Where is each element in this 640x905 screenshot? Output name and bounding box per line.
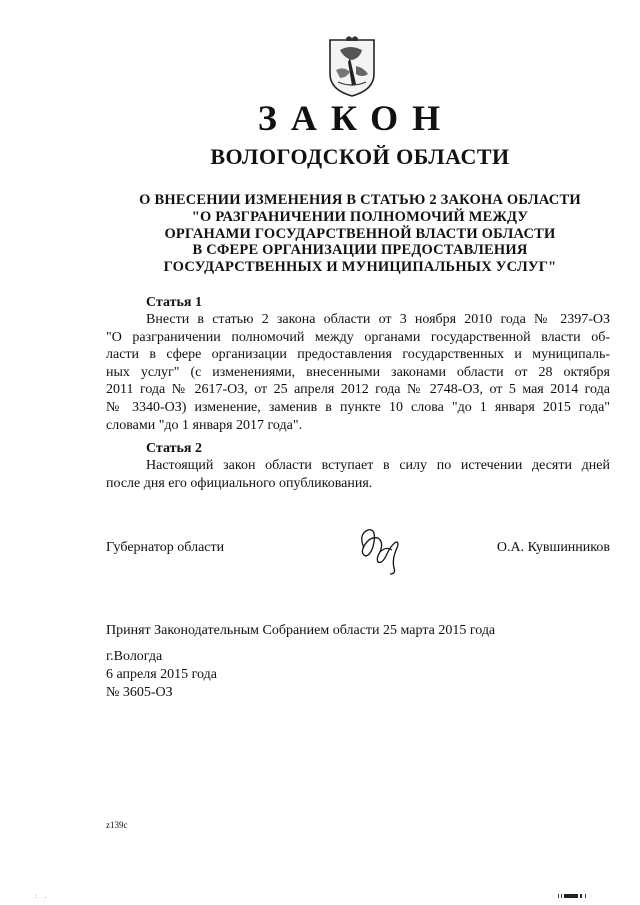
article-line: 2011 года № 2617-ОЗ, от 25 апреля 2012 года № 2748-ОЗ, от 5 мая 2014 года — [106, 382, 610, 398]
coat-of-arms-icon — [326, 36, 378, 98]
article-line: ласти в сфере организации предоставления государственных и муниципаль- — [106, 347, 610, 363]
subject-line: О ВНЕСЕНИИ ИЗМЕНЕНИЯ В СТАТЬЮ 2 ЗАКОНА ОБЛАСТИ — [139, 192, 581, 208]
article-2-body — [106, 457, 610, 492]
barcode-mark-icon — [558, 893, 588, 899]
article-line: ных услуг" (с изменениями, внесенными законами области от 28 октября — [106, 364, 610, 380]
article-2-heading: Статья 2 — [146, 441, 202, 456]
document-subject — [110, 192, 610, 276]
issue-details — [106, 648, 217, 702]
signatory-position: Губернатор области — [106, 540, 225, 555]
article-line: словами "до 1 января 2017 года". — [106, 417, 303, 433]
article-line: Внести в статью 2 закона области от 3 ноября 2010 года № 2397-ОЗ — [146, 312, 610, 327]
article-1-body — [106, 311, 610, 434]
article-line: Настоящий закон области вступает в силу по истечении десяти дней — [146, 458, 610, 473]
issue-date: 6 апреля 2015 года — [106, 667, 217, 682]
corner-mark: : . — [35, 892, 50, 900]
subject-line: ОРГАНАМИ ГОСУДАРСТВЕННОЙ ВЛАСТИ ОБЛАСТИ — [164, 225, 556, 242]
article-line: после дня его официального опубликования. — [106, 475, 373, 491]
law-number: № 3605-ОЗ — [106, 685, 173, 700]
subject-line: В СФЕРЕ ОРГАНИЗАЦИИ ПРЕДОСТАВЛЕНИЯ — [192, 242, 528, 259]
subject-line: ГОСУДАРСТВЕННЫХ И МУНИЦИПАЛЬНЫХ УСЛУГ" — [163, 259, 557, 276]
subject-line: "О РАЗГРАНИЧЕНИИ ПОЛНОМОЧИЙ МЕЖДУ — [191, 208, 529, 225]
article-1-heading: Статья 1 — [146, 295, 202, 310]
document-title: ЗАКОН — [257, 98, 455, 138]
signatory-name: О.А. Кувшинников — [496, 540, 610, 555]
document-code: z139c — [106, 820, 128, 830]
article-line: "О разграничении полномочий между органами государственной власти об- — [106, 329, 610, 345]
issue-place: г.Вологда — [106, 649, 163, 664]
adoption-note: Принят Законодательным Собранием области 25 марта 2015 года — [106, 623, 496, 638]
article-line: № 3340-ОЗ) изменение, заменив в пункте 10 слова "до 1 января 2015 года" — [106, 399, 610, 415]
signature-icon — [350, 518, 410, 576]
document-region: ВОЛОГОДСКОЙ ОБЛАСТИ — [210, 144, 510, 169]
